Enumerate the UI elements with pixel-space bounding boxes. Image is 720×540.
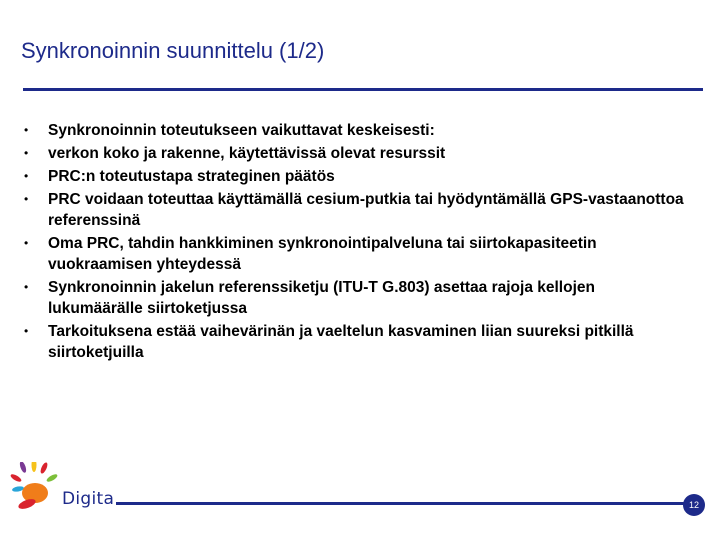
bullet-marker: • [24, 280, 29, 294]
bullet-text: Oma PRC, tahdin hankkiminen synkronointipalveluna tai siirtokapasiteetin vuokraamisen yhteydessä [48, 235, 597, 273]
digita-logo-text: Digita [62, 489, 115, 509]
title-divider [23, 88, 703, 91]
bullet-list [24, 120, 694, 365]
page-number-badge: 12 [683, 494, 705, 516]
bullet-marker: • [24, 146, 29, 160]
bullet-item [24, 189, 694, 231]
bullet-text: PRC:n toteutustapa strateginen päätös [48, 168, 335, 185]
bullet-marker: • [24, 123, 29, 137]
bullet-marker: • [24, 236, 29, 250]
bullet-marker: • [24, 169, 29, 183]
bullet-text: verkon koko ja rakenne, käytettävissä olevat resurssit [48, 145, 446, 162]
bullet-item [24, 166, 694, 187]
bullet-text: Synkronoinnin jakelun referenssiketju (ITU-T G.803) asettaa rajoja kellojen lukumäärälle siirtoketjussa [48, 279, 595, 317]
bullet-item [24, 120, 694, 141]
bullet-marker: • [24, 324, 29, 338]
bullet-text: Tarkoituksena estää vaihevärinän ja vaeltelun kasvaminen liian suureksi pitkillä siirtoketjuilla [48, 323, 634, 361]
footer-divider [116, 502, 684, 505]
bullet-item [24, 277, 694, 319]
bullet-item [24, 233, 694, 275]
bullet-text: PRC voidaan toteuttaa käyttämällä cesium-putkia tai hyödyntämällä GPS-vastaanottoa referenssinä [48, 191, 684, 229]
bullet-text: Synkronoinnin toteutukseen vaikuttavat keskeisesti: [48, 122, 435, 139]
slide-title: Synkronoinnin suunnittelu (1/2) [21, 38, 325, 63]
bullet-marker: • [24, 192, 29, 206]
bullet-item [24, 143, 694, 164]
bullet-item [24, 321, 694, 363]
